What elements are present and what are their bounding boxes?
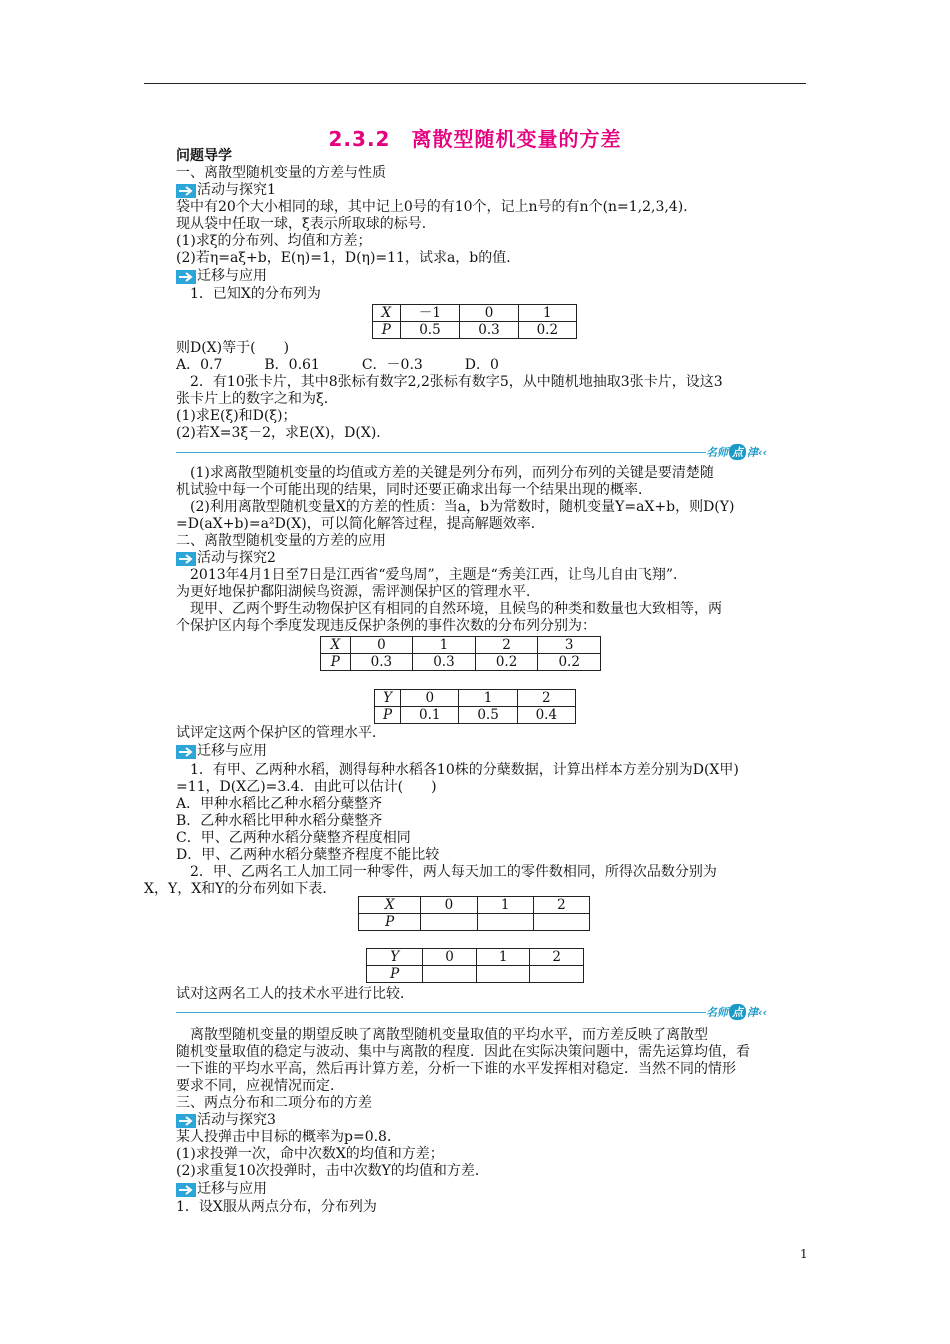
tip-separator (176, 1012, 706, 1013)
tip2-line: 随机变量取值的稳定与波动、集中与离散的程度．因此在实际决策问题中，需先运算均值，看 (176, 1044, 750, 1060)
table-cell (477, 914, 533, 931)
tip1-line: (2)利用离散型随机变量X的方差的性质：当a，b为常数时，随机变量Y=aX+b，则D(Y) (190, 499, 735, 515)
table-cell: 0.2 (475, 654, 538, 671)
table-cell: 0.5 (459, 707, 517, 724)
table-cell: P (375, 707, 401, 724)
table-cell: X (321, 637, 351, 654)
table-cell (476, 966, 530, 983)
transfer1-q2-line: (1)求E(ξ)和D(ξ)； (176, 408, 297, 424)
transfer2-option: C．甲、乙两种水稻分蘖整齐程度相同 (176, 830, 411, 846)
table-cell (533, 914, 589, 931)
distribution-table-x (372, 304, 577, 339)
table-cell: P (359, 914, 421, 931)
transfer2-option: A．甲种水稻比乙种水稻分蘖整齐 (176, 796, 383, 812)
transfer1-label (176, 268, 267, 285)
arrow-icon (176, 184, 196, 198)
activity2-line: 现甲、乙两个野生动物保护区有相同的自然环境，且候鸟的种类和数量也大致相等，两 (190, 601, 722, 617)
page-number: 1 (800, 1247, 808, 1261)
table-cell: 0 (421, 897, 477, 914)
page-title: 2.3.2 离散型随机变量的方差 (328, 127, 622, 151)
table-cell: Y (367, 949, 423, 966)
distribution-table-x (320, 636, 601, 671)
table-cell: 0 (423, 949, 477, 966)
table-cell: 0 (460, 305, 518, 322)
tip1-line: =D(aX+b)=a²D(X)，可以简化解答过程，提高解题效率． (176, 516, 545, 532)
activity1-line: 袋中有20个大小相同的球，其中记上0号的有10个，记上n号的有n个(n=1,2,3,4)． (176, 199, 698, 215)
table-cell: P (321, 654, 351, 671)
transfer3-q1: 1．设X服从两点分布，分布列为 (176, 1199, 377, 1215)
transfer1-q2-line: 2．有10张卡片，其中8张标有数字2,2张标有数字5，从中随机地抽取3张卡片，设这3 (190, 374, 723, 390)
distribution-table-x (358, 896, 590, 931)
transfer2-option: D．甲、乙两种水稻分蘖整齐程度不能比较 (176, 847, 440, 863)
table-cell: 0.2 (518, 322, 576, 339)
transfer2-after: 试对这两名工人的技术水平进行比较． (176, 986, 414, 1002)
intro-heading: 问题导学 (176, 148, 232, 164)
table-cell: －1 (400, 305, 460, 322)
arrow-icon (176, 1183, 196, 1197)
table-cell: 2 (517, 690, 575, 707)
transfer2-q1-line: =11，D(X乙)=3.4．由此可以估计( ) (176, 779, 437, 795)
transfer1-q2-line: 张卡片上的数字之和为ξ． (176, 391, 338, 407)
table-cell: X (359, 897, 421, 914)
table-cell (421, 914, 477, 931)
tip-separator (176, 452, 706, 453)
transfer2-q2-line: 2．甲、乙两名工人加工同一种零件，两人每天加工的零件数相同，所得次品数分别为 (190, 864, 717, 880)
transfer1-label-text: 迁移与应用 (197, 268, 267, 284)
tip2-line: 一下谁的平均水平高，然后再计算方差，分析一下谁的水平发挥相对稳定．当然不同的情形 (176, 1061, 736, 1077)
activity2-label-text: 活动与探究2 (197, 550, 276, 566)
table-cell: Y (375, 690, 401, 707)
transfer3-label (176, 1181, 267, 1198)
activity3-label-text: 活动与探究3 (197, 1112, 276, 1128)
transfer2-q2-line: X，Y，X和Y的分布列如下表． (144, 881, 337, 897)
table-cell: 0.3 (350, 654, 413, 671)
arrow-icon (176, 745, 196, 759)
transfer1-q1b: 则D(X)等于( ) (176, 340, 290, 356)
activity3-line: (1)求投弹一次，命中次数X的均值和方差； (176, 1146, 444, 1162)
activity1-line: (1)求ξ的分布列、均值和方差； (176, 233, 372, 249)
transfer2-q1-line: 1．有甲、乙两种水稻，测得每种水稻各10株的分蘖数据，计算出样本方差分别为D(X甲) (190, 762, 739, 778)
activity2-after: 试评定这两个保护区的管理水平． (176, 725, 386, 741)
distribution-table-y (374, 689, 576, 724)
arrow-icon (176, 270, 196, 284)
activity1-line: 现从袋中任取一球，ξ表示所取球的标号． (176, 216, 436, 232)
table-cell (423, 966, 477, 983)
transfer1-q1: 1．已知X的分布列为 (190, 286, 321, 302)
tip-badge: 名师 点 津 ‹‹ (706, 1005, 768, 1019)
section1-heading: 一、离散型随机变量的方差与性质 (176, 165, 386, 181)
tip1-line: 机试验中每一个可能出现的结果，同时还要正确求出每一个结果出现的概率． (176, 482, 652, 498)
table-cell: 0.4 (517, 707, 575, 724)
distribution-table-y (366, 948, 584, 983)
table-cell: 1 (476, 949, 530, 966)
activity1-label (176, 182, 276, 199)
table-cell: 1 (518, 305, 576, 322)
tip2-line: 要求不同，应视情况而定． (176, 1078, 344, 1094)
transfer1-q2-line: (2)若X=3ξ－2，求E(X)，D(X)． (176, 425, 391, 441)
activity3-line: (2)求重复10次投弹时，击中次数Y的均值和方差． (176, 1163, 489, 1179)
arrow-icon (176, 1114, 196, 1128)
activity3-label (176, 1112, 276, 1129)
transfer3-label-text: 迁移与应用 (197, 1181, 267, 1197)
table-cell: 0 (401, 690, 459, 707)
tip1-line: (1)求离散型随机变量的均值或方差的关键是列分布列，而列分布列的关键是要清楚随 (190, 465, 714, 481)
header-rule (144, 83, 806, 84)
table-cell: 3 (538, 637, 601, 654)
table-cell: 1 (477, 897, 533, 914)
activity1-label-text: 活动与探究1 (197, 182, 276, 198)
table-cell: 0.3 (413, 654, 476, 671)
table-cell: 2 (530, 949, 584, 966)
activity2-line: 为更好地保护鄱阳湖候鸟资源，需评测保护区的管理水平． (176, 584, 540, 600)
table-cell: P (367, 966, 423, 983)
table-cell (530, 966, 584, 983)
activity3-line: 某人投弹击中目标的概率为p=0.8． (176, 1129, 401, 1145)
table-cell: 2 (475, 637, 538, 654)
table-cell: 0.2 (538, 654, 601, 671)
transfer2-option: B．乙种水稻比甲种水稻分蘖整齐 (176, 813, 383, 829)
transfer2-label (176, 743, 267, 760)
section3-heading: 三、两点分布和二项分布的方差 (176, 1095, 372, 1111)
table-cell: 2 (533, 897, 589, 914)
activity2-label (176, 550, 276, 567)
tip-badge: 名师 点 津 ‹‹ (706, 445, 768, 459)
activity2-line: 2013年4月1日至7日是江西省“爱鸟周”，主题是“秀美江西，让鸟儿自由飞翔”． (190, 567, 687, 583)
tip2-line: 离散型随机变量的期望反映了离散型随机变量取值的平均水平，而方差反映了离散型 (190, 1027, 708, 1043)
table-cell: P (373, 322, 401, 339)
table-cell: 0 (350, 637, 413, 654)
table-cell: X (373, 305, 401, 322)
section2-heading: 二、离散型随机变量的方差的应用 (176, 533, 386, 549)
table-cell: 0.3 (460, 322, 518, 339)
table-cell: 0.1 (401, 707, 459, 724)
activity1-line: (2)若η=aξ+b，E(η)=1，D(η)=11，试求a，b的值． (176, 250, 521, 266)
table-cell: 1 (413, 637, 476, 654)
table-cell: 1 (459, 690, 517, 707)
table-cell: 0.5 (400, 322, 460, 339)
arrow-icon (176, 552, 196, 566)
activity2-line: 个保护区内每个季度发现违反保护条例的事件次数的分布列分别为： (176, 618, 596, 634)
transfer1-options: A．0.7 B．0.61 C．－0.3 D．0 (176, 357, 499, 373)
transfer2-label-text: 迁移与应用 (197, 743, 267, 759)
